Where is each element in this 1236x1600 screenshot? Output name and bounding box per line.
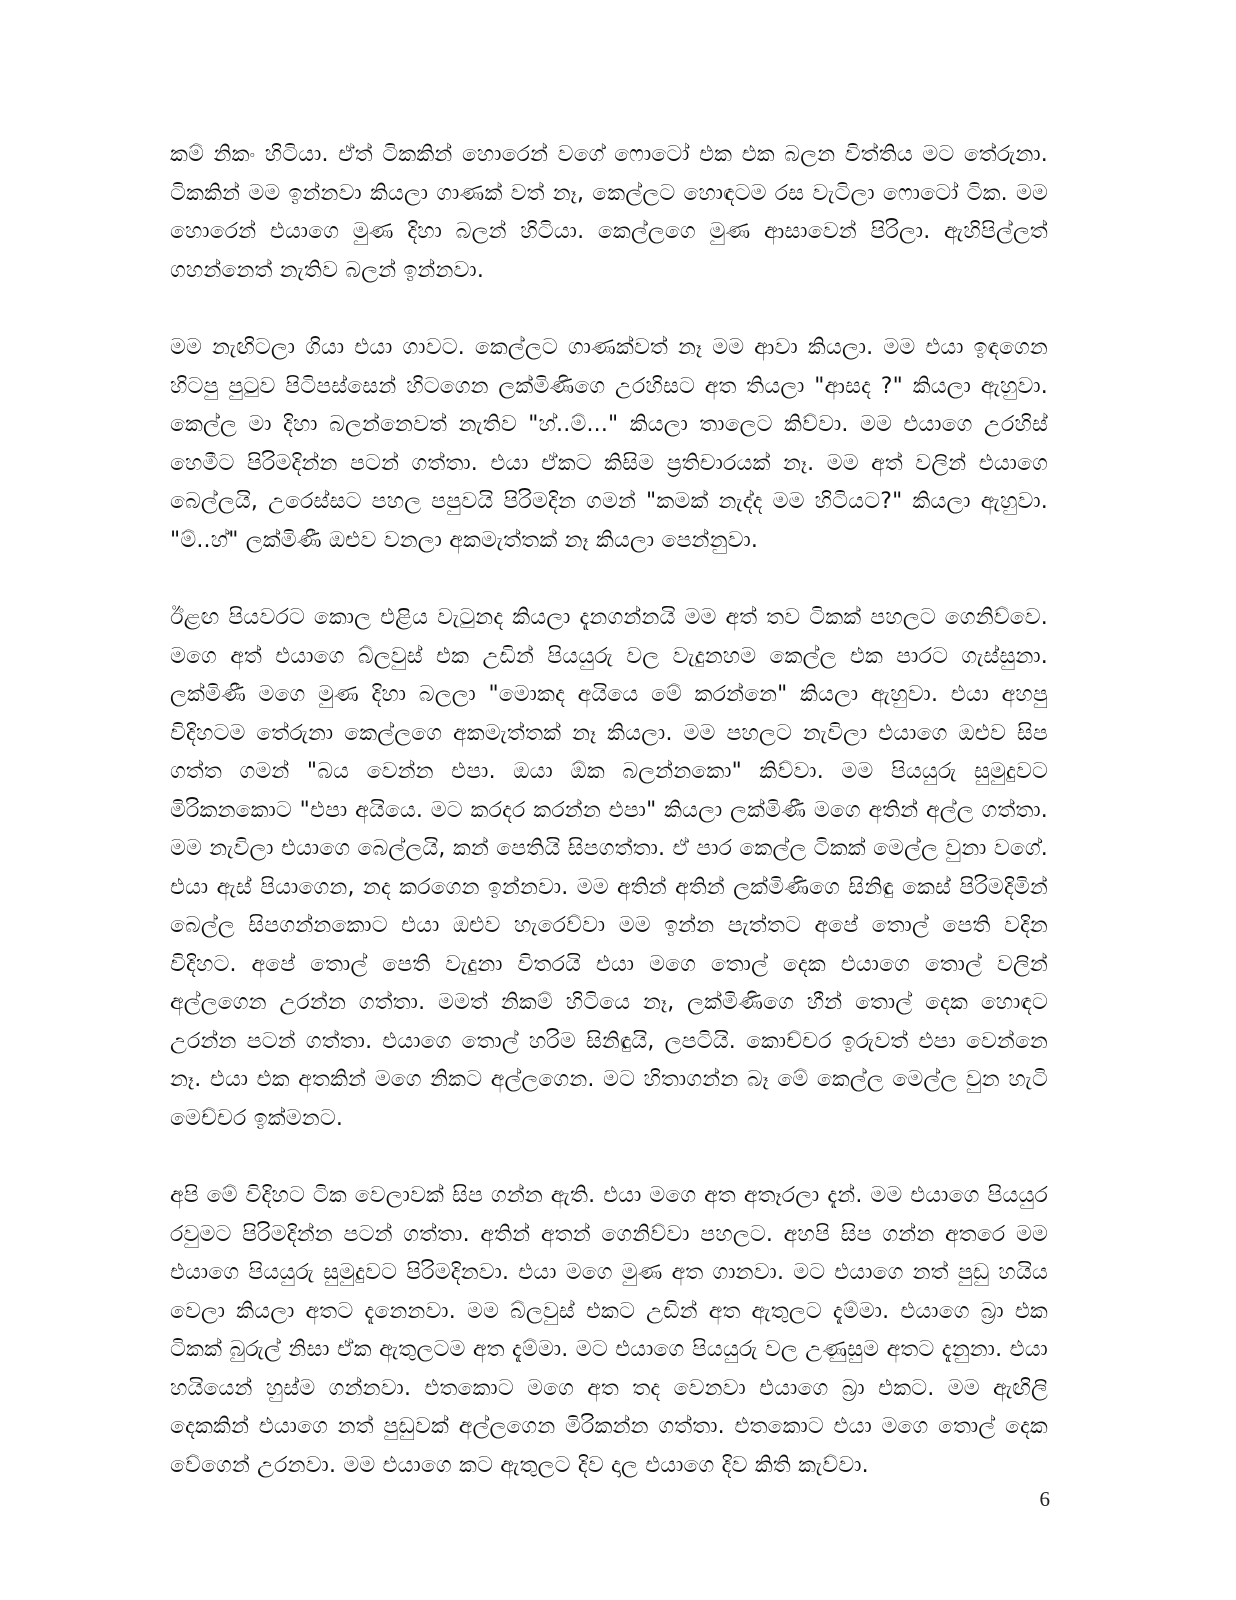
page-number: 6 (1039, 1487, 1050, 1511)
paragraph-1: කම් නිකං හිටියා. ඒත් ටිකකින් හොරෙන් වගේ ෆොටෝ එක එක බලන විත්තිය මට තේරුනා. ටිකකින් මම ඉන්නවා කියලා ගාණක් වත් නෑ, කෙල්ලට හොඳටම රස වැටිලා ෆොටෝ ටික. මම හොරෙන් එයාගෙ මුණ දිහා බලන් හිටියා. කෙල්ලගෙ මුණ ආසාවෙන් පිරිලා. ඇහිපිල්ලත් ගහන්නෙත් නැතිව බලන් ඉන්නවා. (170, 142, 1048, 283)
text-body (170, 136, 1048, 1524)
paragraph-3: ඊළඟ පියවරට කොල එළිය වැටුනද කියලා දැනගන්නයි මම අත් තව ටිකක් පහලට ගෙනිව්වෙ. මගෙ අත් එයාගෙ බ්ලවුස් එක උඩින් පියයුරු වල වැදුනහම කෙල්ල එක පාරට ගැස්සුනා. ලක්මිණී මගෙ මුණ දිහා බලලා "මොකද අයියෙ මේ කරන්නෙ" කියලා ඇහුවා. එයා අහපු විදිහටම තේරුනා කෙල්ලගෙ අකමැත්තක් නෑ කියලා. මම පහලට නැවිලා එයාගෙ ඔළුව සිප ගත්ත ගමන් "බය වෙන්න එපා. ඔයා ඕක බලන්නකො" කිව්වා. මම පියයුරු සුමුදුවට මිරිකනකොට "එපා අයියෙ. මට කරදර කරන්න එපා" කියලා ලක්මිණී මගෙ අතින් අල්ල ගත්තා. මම නැවිලා එයාගෙ බෙල්ලයි, කන් පෙතියි සිපගත්තා. ඒ පාර කෙල්ල ටිකක් මෙල්ල වුනා වගේ. එයා ඇස් පියාගෙන, නද කරගෙන ඉන්නවා. මම අතින් අතින් ලක්මිණිගෙ සිනිඳු කෙස් පිරිමදිමින් බෙල්ල සිපගන්නකොට එයා ඔළුව හැරෙව්වා මම ඉන්න පැත්තට අපේ තොල් පෙති වදින විදිහට. අපේ තොල් පෙති වැදුනා විතරයි එයා මගෙ තොල් දෙක එයාගෙ තොල් වලින් අල්ලගෙන උරන්න ගත්තා. මමත් නිකම් හිටියෙ නෑ, ලක්මිණිගෙ හීන් තොල් දෙක හොඳට උරන්න පටන් ගත්තා. එයාගෙ තොල් හරිම සිනිඳුයි, ලපටියි. කොච්චර ඉරුවත් එපා වෙන්නෙ නෑ. එයා එක අතකින් මගෙ නිකට අල්ලගෙන. මට හිතාගන්න බෑ මේ කෙල්ල මෙල්ල වුන හැටි මෙච්චර ඉක්මනට. (170, 605, 1048, 1131)
paragraph-4: අපි මේ විදිහට ටික වෙලාවක් සිප ගන්න ඇති. එයා මගෙ අත අතෑරලා දැන්. මම එයාගෙ පියයුර රවුමට පිරිමදින්න පටන් ගත්තා. අතින් අතන් ගෙනිව්වා පහලට. අහපි සිප ගන්න අතරෙ මම එයාගෙ පියයුරු සුමුදුවට පිරිමදිනවා. එයා මගෙ මුණ අත ගානවා. මට එයාගෙ නත් පුඩු හයිය වෙලා කියලා අතට දැනෙනවා. මම බ්ලවුස් එකට උඩින් අත ඇතුලට දැම්මා. එයාගෙ බ්‍රා එක ටිකක් බුරුල් නිසා ඒක ඇතුලටම අත දැම්මා. මට එයාගෙ පියයුරු වල උණුසුම අතට දැනුනා. එයා හයියෙන් හුස්ම ගන්නවා. එතකොට මගෙ අත තද වෙනවා එයාගෙ බ්‍රා එකට. මම ඇඟිලි දෙකකින් එයාගෙ නත් පුඩුවක් අල්ලගෙන මිරිකන්න ගත්තා. එතකොට එයා මගෙ තොල් දෙක වේගෙන් උරනවා. මම එයාගෙ කට ඇතුලට දිව දාල එයාගෙ දිව කිති කැව්වා. (170, 1183, 1048, 1478)
paragraph-2: මම නැඟිටලා ගියා එයා ගාවට. කෙල්ලට ගාණක්වත් නෑ මම ආවා කියලා. මම එයා ඉඳගෙන හිටපු පුටුව පිටිපස්සෙන් හිටගෙන ලක්මිණිගෙ උරහිසට අත තියලා "ආසද ?" කියලා ඇහුවා. කෙල්ල මා දිහා බලන්නෙවත් නැතිව "හ්..ම්..." කියලා තාලෙට කිව්වා. මම එයාගෙ උරහිස් හෙමීට පිරිමදින්න පටන් ගත්තා. එයා ඒකට කිසිම ප්‍රතිචාරයක් නෑ. මම අත් වලින් එයාගෙ බෙල්ලයි, උරෙස්සට පහල පපුවයි පිරිමදින ගමන් "කමක් නැද්ද මම හිටියට?" කියලා ඇහුවා. "ම්..හ්" ලක්මිණී ඔළුව වනලා අකමැත්තක් නෑ කියලා පෙන්නුවා. (170, 335, 1048, 553)
